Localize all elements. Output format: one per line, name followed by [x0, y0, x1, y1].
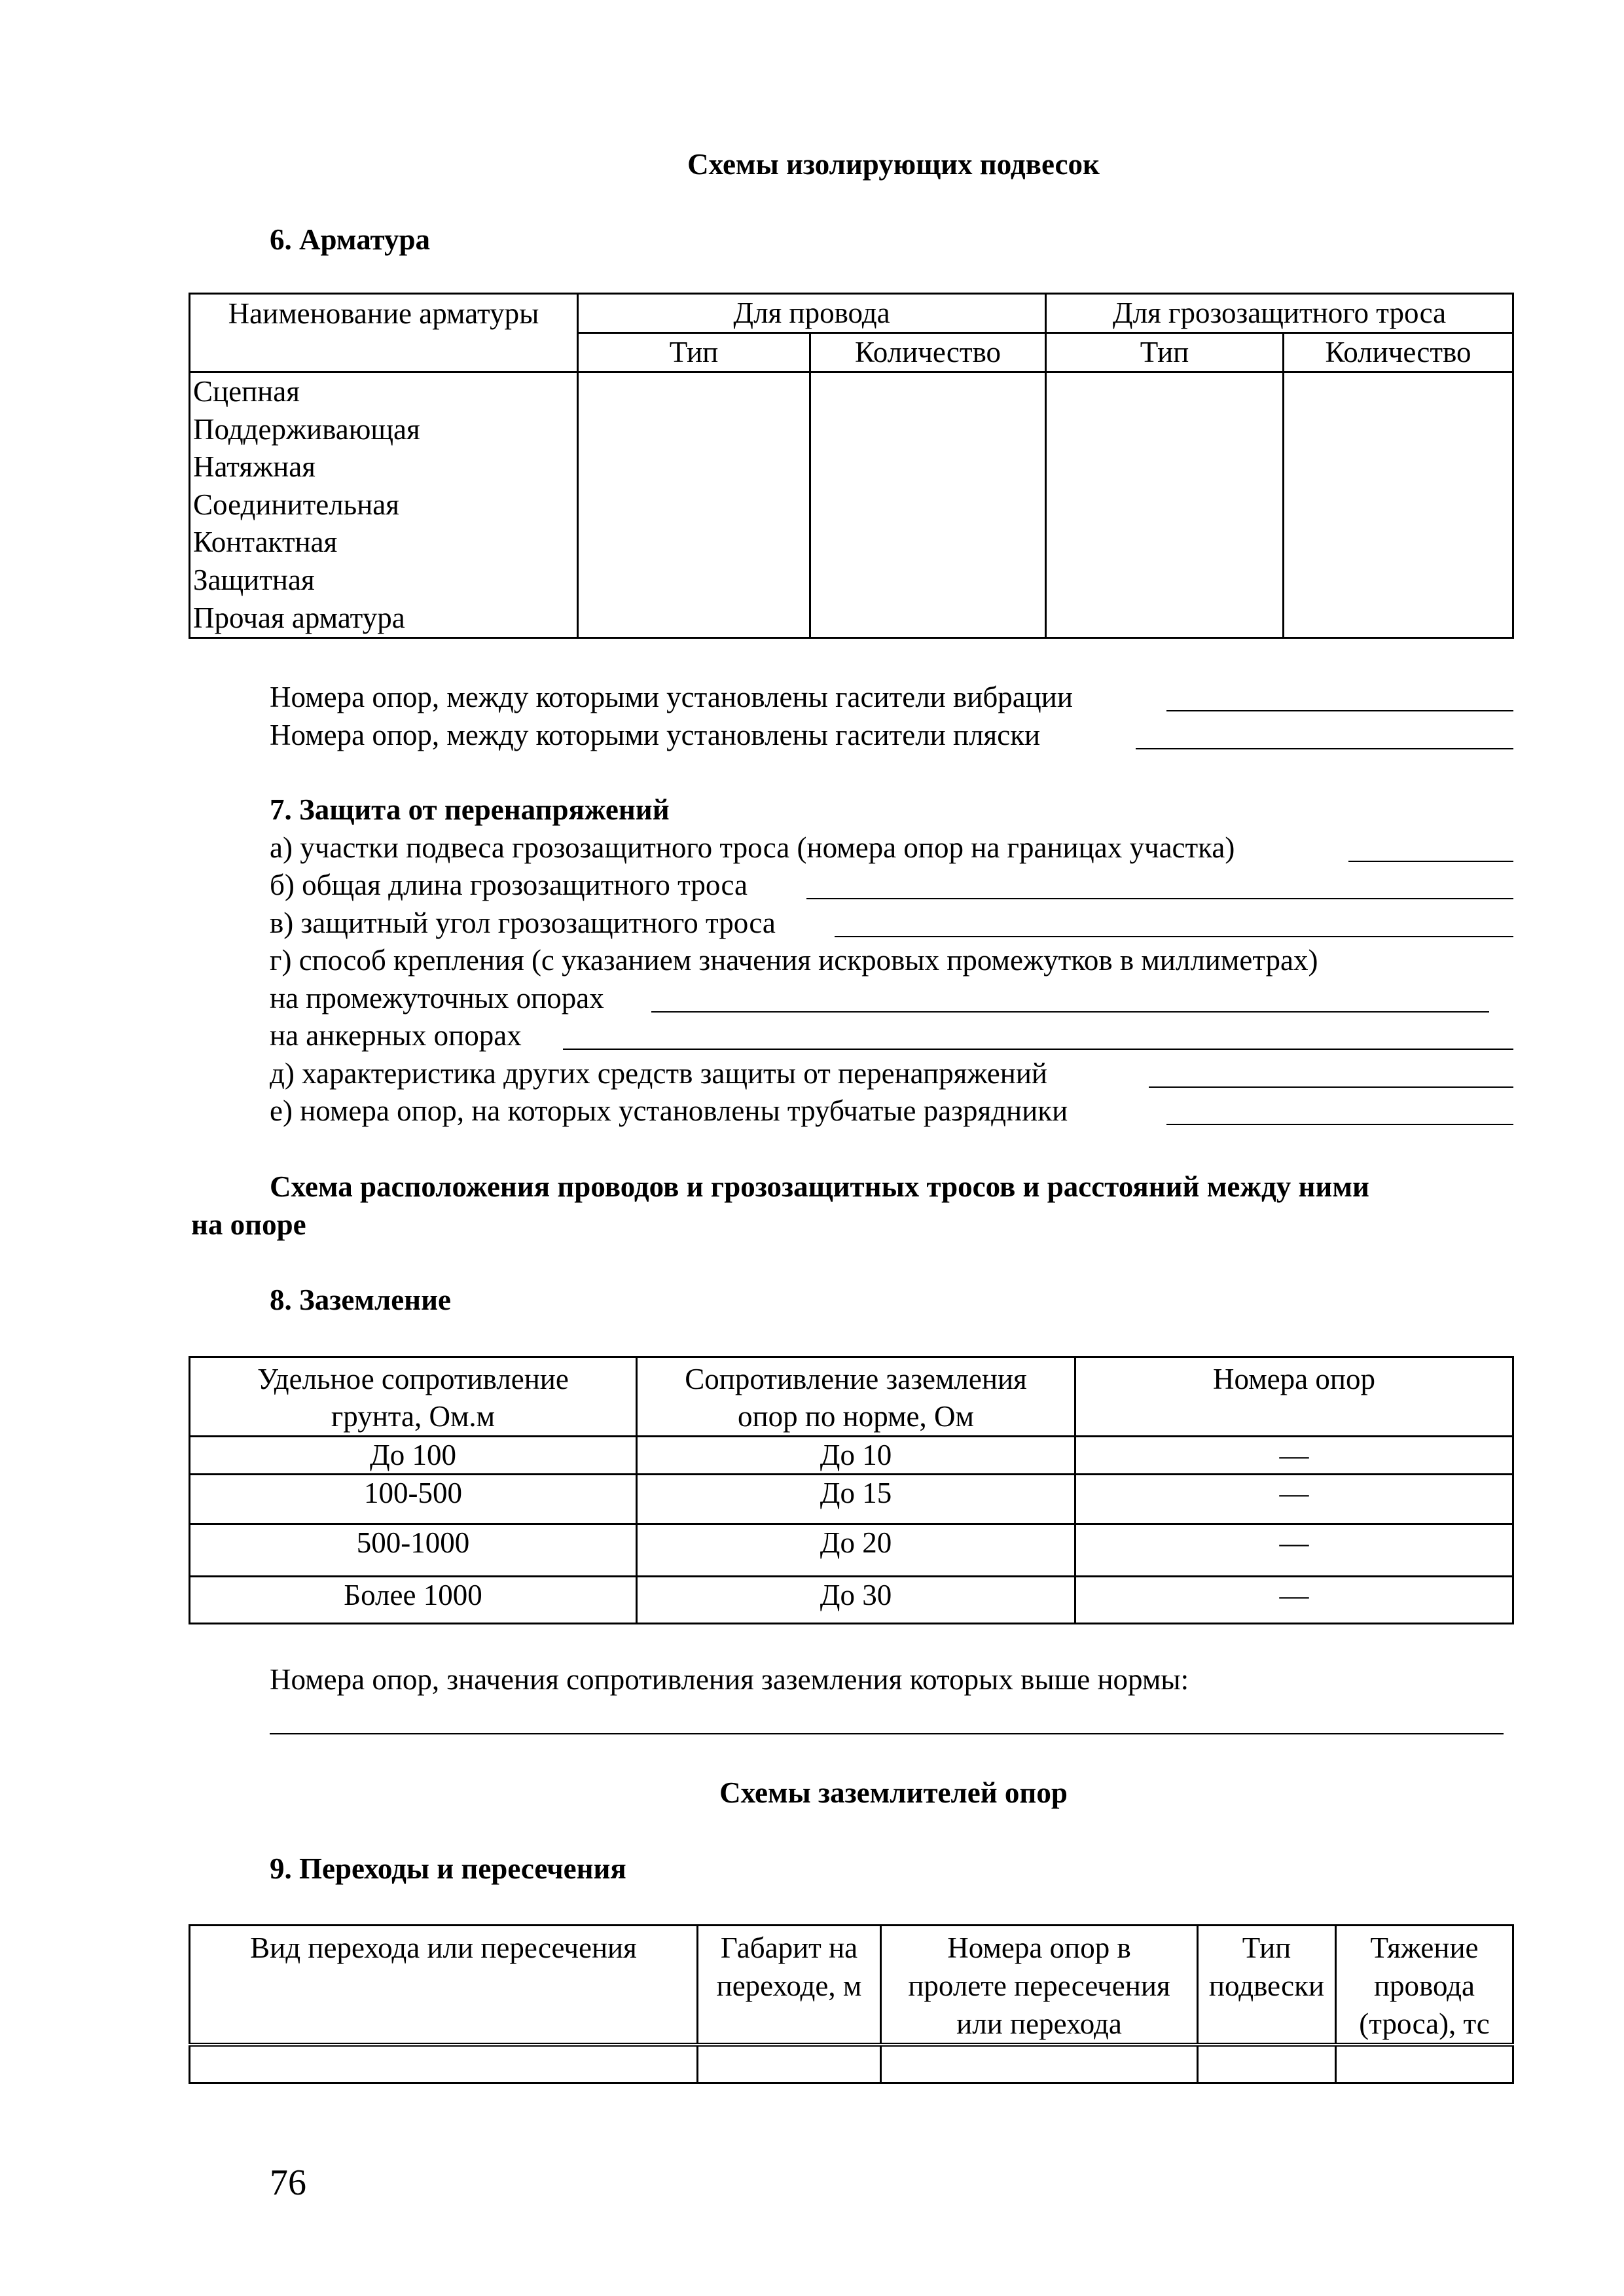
grounding-header-soil [190, 1357, 637, 1437]
dance-dampers-blank[interactable] [1136, 748, 1513, 749]
crossings-header-poles [881, 1926, 1198, 2045]
dance-dampers-label: Номера опор, между которыми установлены гасители пляски [270, 719, 1041, 751]
section9-title: 9. Переходы и пересечения [270, 1852, 626, 1885]
crossing-type-cell[interactable] [190, 2045, 698, 2083]
header-soil-line2: грунта, Ом.м [331, 1400, 496, 1433]
header-tension-line3: (троса), тс [1359, 2007, 1490, 2040]
crossing-suspension-cell[interactable] [1198, 2045, 1336, 2083]
sub-qty-wire: Количество [810, 333, 1046, 372]
header-clearance-line1: Габарит на [720, 1931, 858, 1964]
item-d-label: г) способ крепления (с указанием значения искровых промежутков в миллиметрах) [270, 944, 1318, 977]
header-norm-line1: Сопротивление заземления [685, 1363, 1027, 1395]
page-number: 76 [270, 2162, 306, 2203]
vibration-dampers-label: Номера опор, между которыми установлены гасители вибрации [270, 681, 1073, 713]
header-soil-line1: Удельное сопротивление [257, 1363, 569, 1395]
sub-type-wire: Тип [578, 333, 810, 372]
poles-cell[interactable]: — [1075, 1524, 1513, 1577]
poles-cell[interactable]: — [1075, 1577, 1513, 1624]
fitting-row: Прочая арматура [193, 601, 405, 634]
above-norm-blank[interactable] [270, 1733, 1504, 1734]
soil-cell: Более 1000 [190, 1577, 637, 1624]
norm-cell: До 30 [637, 1577, 1075, 1624]
crossings-header-clearance [698, 1926, 881, 2045]
soil-cell: 100-500 [190, 1475, 637, 1524]
section7-title: 7. Защита от перенапряжений [270, 793, 670, 826]
header-poles-line3: или перехода [956, 2007, 1122, 2040]
heading-suspensions: Схемы изолирующих подвесок [687, 148, 1100, 181]
fitting-row: Поддерживающая [193, 412, 420, 446]
fitting-row: Контактная [193, 526, 338, 559]
fitting-row: Соединительная [193, 488, 399, 521]
crossings-table [189, 1924, 1514, 2084]
heading-grounding: Схемы заземлителей опор [719, 1776, 1068, 1809]
header-norm-line2: опор по норме, Ом [738, 1400, 974, 1433]
scheme-title-line1: Схема расположения проводов и грозозащитных тросов и расстояний между ними [270, 1170, 1369, 1203]
item-c-blank[interactable] [835, 936, 1513, 937]
fittings-table [189, 293, 1514, 639]
fitting-row: Сцепная [193, 375, 300, 408]
grounding-header-poles: Номера опор [1075, 1357, 1513, 1437]
crossing-tension-cell[interactable] [1336, 2045, 1513, 2083]
section6-title: 6. Арматура [270, 223, 431, 256]
fitting-row: Защитная [193, 563, 315, 596]
group-wire: Для провода [578, 294, 1046, 333]
grounding-header-norm [637, 1357, 1075, 1437]
norm-cell: До 15 [637, 1475, 1075, 1524]
header-suspension-line2: подвески [1208, 1969, 1325, 2002]
rope-qty-cell[interactable] [1284, 372, 1513, 638]
norm-cell: До 20 [637, 1524, 1075, 1577]
sub-type-rope: Тип [1046, 333, 1284, 372]
soil-cell: До 100 [190, 1437, 637, 1475]
poles-cell[interactable]: — [1075, 1475, 1513, 1524]
crossings-header-type: Вид перехода или пересечения [190, 1926, 698, 2045]
header-tension-line1: Тяжение [1370, 1931, 1479, 1964]
item-b-blank[interactable] [806, 898, 1513, 899]
above-norm-label: Номера опор, значения сопротивления заземления которых выше нормы: [270, 1663, 1189, 1696]
col-fittings-name: Наименование арматуры [190, 294, 578, 372]
grounding-table [189, 1356, 1514, 1624]
header-suspension-line1: Тип [1242, 1931, 1291, 1964]
crossings-header-tension [1336, 1926, 1513, 2045]
item-f-blank[interactable] [1166, 1124, 1513, 1125]
vibration-dampers-blank[interactable] [1166, 710, 1513, 711]
item-d1-label: на промежуточных опорах [270, 982, 604, 1014]
crossing-poles-cell[interactable] [881, 2045, 1198, 2083]
header-poles-line1: Номера опор в [947, 1931, 1131, 1964]
group-rope: Для грозозащитного троса [1046, 294, 1513, 333]
header-poles-line2: пролете пересечения [908, 1969, 1170, 2002]
scheme-title-line2: на опоре [191, 1208, 306, 1241]
item-a-blank[interactable] [1348, 861, 1513, 862]
item-d1-blank[interactable] [651, 1011, 1489, 1013]
item-f-label: е) номера опор, на которых установлены трубчатые разрядники [270, 1094, 1068, 1127]
item-e-blank[interactable] [1149, 1086, 1513, 1088]
poles-cell[interactable]: — [1075, 1437, 1513, 1475]
item-b-label: б) общая длина грозозащитного троса [270, 869, 748, 901]
norm-cell: До 10 [637, 1437, 1075, 1475]
header-tension-line2: провода [1373, 1969, 1475, 2002]
item-a-label: а) участки подвеса грозозащитного троса (номера опор на границах участка) [270, 831, 1235, 864]
sub-qty-rope: Количество [1284, 333, 1513, 372]
item-c-label: в) защитный угол грозозащитного троса [270, 906, 776, 939]
fittings-list [190, 372, 578, 638]
fitting-row: Натяжная [193, 450, 316, 484]
rope-type-cell[interactable] [1046, 372, 1284, 638]
item-d2-blank[interactable] [563, 1049, 1513, 1050]
item-d2-label: на анкерных опорах [270, 1019, 522, 1052]
item-e-label: д) характеристика других средств защиты от перенапряжений [270, 1057, 1048, 1090]
crossings-header-suspension [1198, 1926, 1336, 2045]
header-clearance-line2: переходе, м [716, 1969, 862, 2002]
wire-qty-cell[interactable] [810, 372, 1046, 638]
wire-type-cell[interactable] [578, 372, 810, 638]
soil-cell: 500-1000 [190, 1524, 637, 1577]
section8-title: 8. Заземление [270, 1283, 452, 1316]
crossing-clearance-cell[interactable] [698, 2045, 881, 2083]
